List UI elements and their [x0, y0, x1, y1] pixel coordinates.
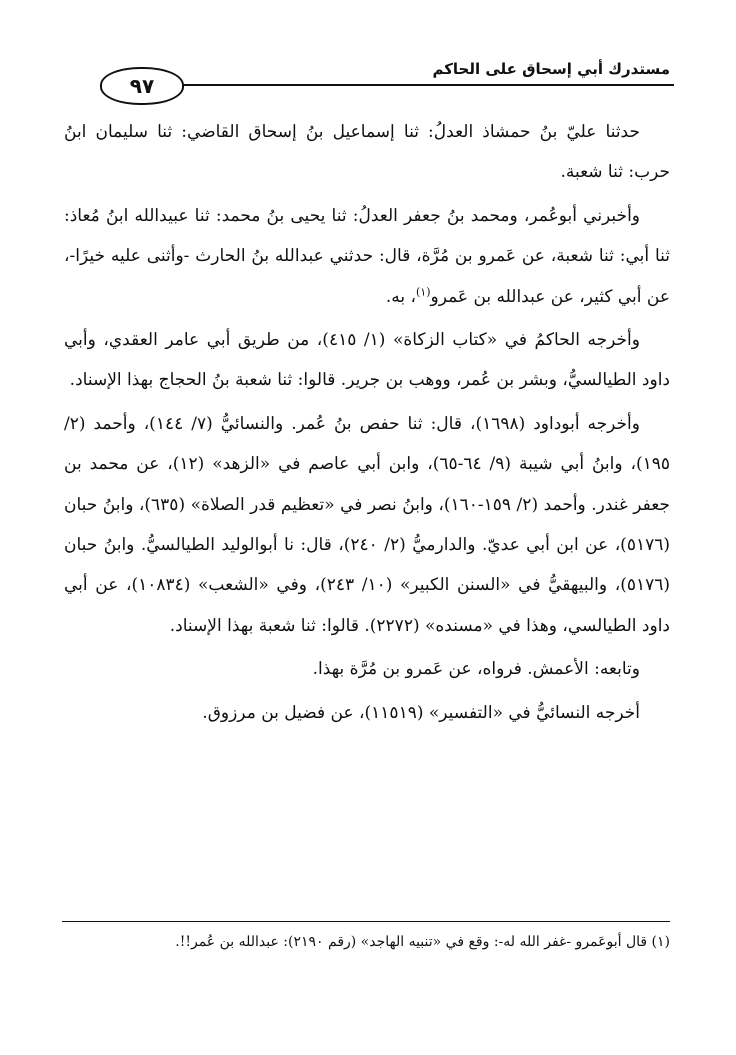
paragraph-1: حدثنا عليّ بنُ حمشاذ العدلُ: ثنا إسماعيل بنُ إسحاق القاضي: ثنا سليمان ابنُ حرب: ثنا شعبة.: [64, 122, 670, 183]
paragraph-2-text: وأخبرني أبوعُمر، ومحمد بنُ جعفر العدلُ: ثنا يحيى بنُ محمد: ثنا عبيدالله ابنُ مُعاذ: ثنا أبي: ثنا شعبة، عن عَمرو بن مُرَّة، قال: حدثني عبدالله بنُ الحارث -وأثنى عليه خيرًا-، عن أبي كثير، عن عبدالله بن عَمرو: [64, 205, 670, 307]
main-text: [64, 112, 670, 736]
page-number-badge: ٩٧: [100, 67, 184, 105]
header-rule: [178, 84, 674, 86]
running-header-title: مستدرك أبي إسحاق على الحاكم: [432, 60, 670, 78]
footnote: (١) قال أبوعَمرو -غفر الله له-: وقع في «تنبيه الهاجد» (رقم ٢١٩٠): عبدالله بن عُمر!!.: [175, 934, 670, 950]
footnote-marker: (١): [415, 284, 431, 298]
paragraph-5: وتابعه: الأعمش. فرواه، عن عَمرو بن مُرَّة بهذا.: [312, 659, 640, 680]
paragraph-6: أخرجه النسائيُّ في «التفسير» (١١٥١٩)، عن فضيل بن مرزوق.: [202, 702, 640, 723]
paragraph-2: [64, 196, 670, 317]
paragraph-2-tail: ، به.: [385, 286, 416, 307]
paragraph-4: وأخرجه أبوداود (١٦٩٨)، قال: ثنا حفص بنُ عُمر. والنسائيُّ (٧/ ١٤٤)، وأحمد (٢/ ١٩٥)، وابنُ أبي شيبة (٩/ ٦٤-٦٥)، وابن أبي عاصم في «الزهد» (١٢)، عن محمد بن جعفر غندر. وأحمد (٢/ ١٥٩-١٦٠)، وابنُ نصر في «تعظيم قدر الصلاة» (٦٣٥)، وابنُ حبان (٥١٧٦)، عن ابن أبي عديّ. والدارميُّ (٢/ ٢٤٠)، قال: نا أبوالوليد الطيالسيُّ. وابنُ حبان (٥١٧٦)، والبيهقيُّ في «السنن الكبير» (١٠/ ٢٤٣)، وفي «الشعب» (١٠٨٣٤)، عن أبي داود الطيالسي، وهذا في «مسنده» (٢٢٧٢). قالوا: ثنا شعبة بهذا الإسناد.: [64, 413, 671, 636]
paragraph-3: وأخرجه الحاكمُ في «كتاب الزكاة» (١/ ٤١٥)، من طريق أبي عامر العقدي، وأبي داود الطيالسيُّ، وبشر بن عُمر، ووهب بن جرير. قالوا: ثنا شعبة بنُ الحجاج بهذا الإسناد.: [64, 330, 670, 391]
footnote-divider: [62, 921, 670, 922]
